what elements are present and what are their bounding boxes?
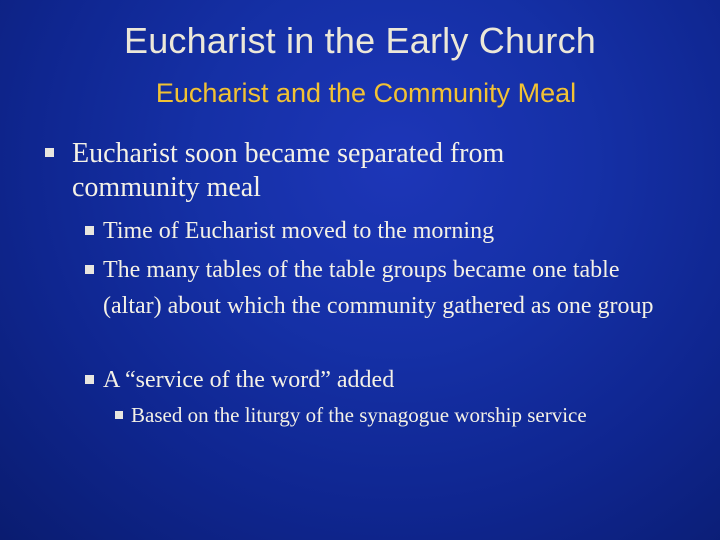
- bullet-item-level3: Based on the liturgy of the synagogue worship service: [131, 403, 587, 427]
- square-bullet-icon: [45, 148, 54, 157]
- square-bullet-icon: [85, 375, 94, 384]
- bullet-item-level1: Eucharist soon became separated from community meal: [72, 138, 505, 203]
- square-bullet-icon: [115, 411, 123, 419]
- slide-subtitle: Eucharist and the Community Meal: [155, 78, 577, 108]
- bullet-item-level2: Time of Eucharist moved to the morning: [103, 218, 495, 244]
- bullet-item-level2: A “service of the word” added: [103, 367, 395, 393]
- slide-title: Eucharist in the Early Church: [123, 20, 596, 61]
- square-bullet-icon: [85, 226, 94, 235]
- square-bullet-icon: [85, 265, 94, 274]
- bullet-item-level2: The many tables of the table groups became one table (altar) about which the community gathered as one group: [103, 257, 654, 319]
